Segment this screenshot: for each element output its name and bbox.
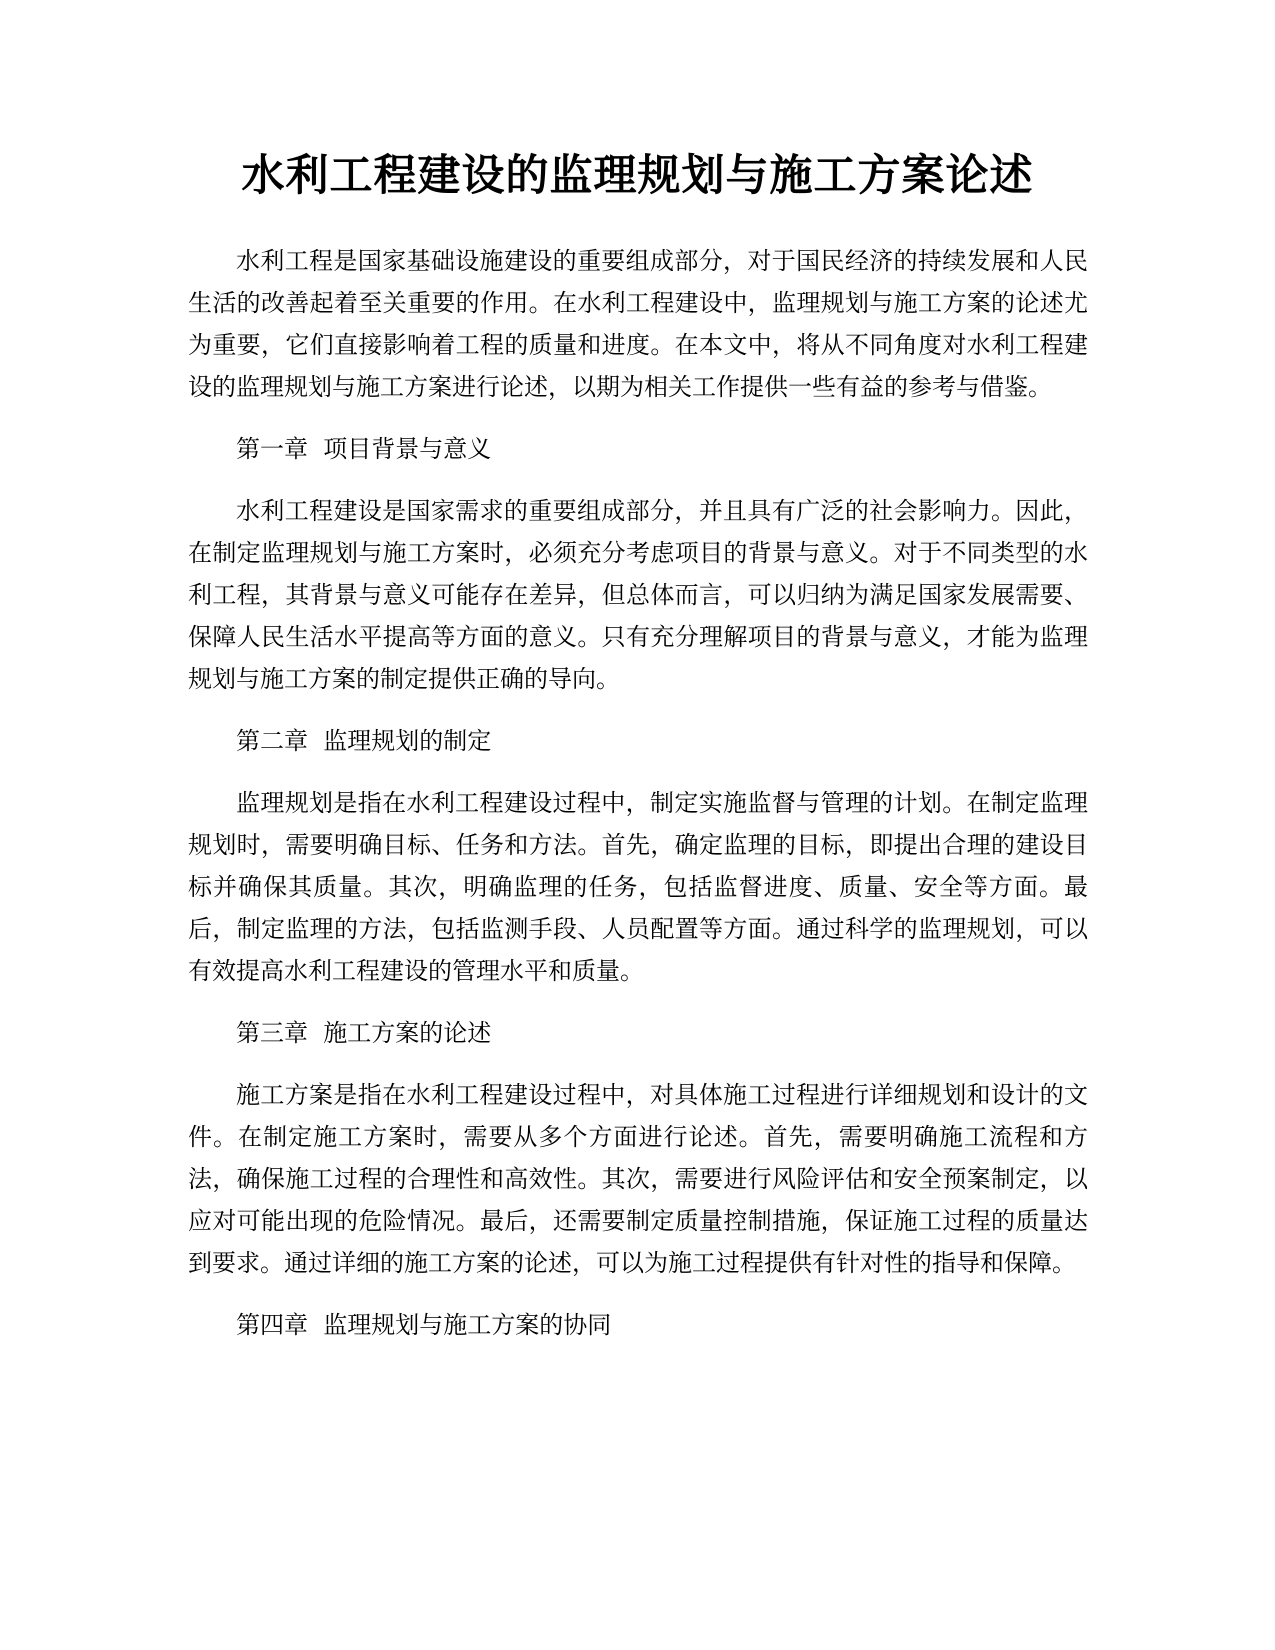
chapter-2-paragraph: 监理规划是指在水利工程建设过程中，制定实施监督与管理的计划。在制定监理规划时，需要明确目标、任务和方法。首先，确定监理的目标，即提出合理的建设目标并确保其质量。其次，明确监理的任务，包括监督进度、质量、安全等方面。最后，制定监理的方法，包括监测手段、人员配置等方面。通过科学的监理规划，可以有效提高水利工程建设的管理水平和质量。 [188, 789, 1088, 985]
chapter-3-heading: 第三章 施工方案的论述 [236, 1019, 492, 1047]
chapter-3-paragraph: 施工方案是指在水利工程建设过程中，对具体施工过程进行详细规划和设计的文件。在制定施工方案时，需要从多个方面进行论述。首先，需要明确施工流程和方法，确保施工过程的合理性和高效性。其次，需要进行风险评估和安全预案制定，以应对可能出现的危险情况。最后，还需要制定质量控制措施，保证施工过程的质量达到要求。通过详细的施工方案的论述，可以为施工过程提供有针对性的指导和保障。 [188, 1081, 1088, 1277]
document-body [188, 240, 1088, 1366]
document-title: 水利工程建设的监理规划与施工方案论述 [241, 151, 1034, 201]
chapter-1-paragraph: 水利工程建设是国家需求的重要组成部分，并且具有广泛的社会影响力。因此，在制定监理规划与施工方案时，必须充分考虑项目的背景与意义。对于不同类型的水利工程，其背景与意义可能存在差异，但总体而言，可以归纳为满足国家发展需要、保障人民生活水平提高等方面的意义。只有充分理解项目的背景与意义，才能为监理规划与施工方案的制定提供正确的导向。 [188, 497, 1088, 693]
chapter-1-heading: 第一章 项目背景与意义 [236, 435, 492, 463]
chapter-2-heading: 第二章 监理规划的制定 [236, 727, 492, 755]
intro-paragraph: 水利工程是国家基础设施建设的重要组成部分，对于国民经济的持续发展和人民生活的改善起着至关重要的作用。在水利工程建设中，监理规划与施工方案的论述尤为重要，它们直接影响着工程的质量和进度。在本文中，将从不同角度对水利工程建设的监理规划与施工方案进行论述，以期为相关工作提供一些有益的参考与借鉴。 [188, 247, 1088, 401]
chapter-4-heading: 第四章 监理规划与施工方案的协同 [236, 1311, 612, 1339]
